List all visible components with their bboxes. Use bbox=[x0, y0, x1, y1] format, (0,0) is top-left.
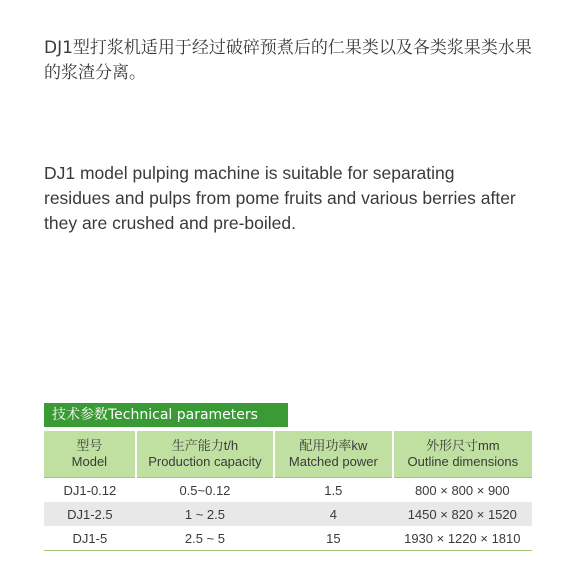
technical-parameters-table bbox=[44, 431, 532, 551]
cell-dimensions: 1450 × 820 × 1520 bbox=[393, 502, 532, 526]
table-header-row bbox=[44, 431, 532, 478]
table-row bbox=[44, 526, 532, 551]
column-header-en: Production capacity bbox=[148, 454, 262, 469]
cell-model: DJ1-2.5 bbox=[44, 502, 136, 526]
column-header-power bbox=[274, 431, 393, 478]
column-header-en: Outline dimensions bbox=[407, 454, 519, 469]
column-header-capacity bbox=[136, 431, 274, 478]
cell-model: DJ1-5 bbox=[44, 526, 136, 551]
description-english: DJ1 model pulping machine is suitable for separating residues and pulps from pome fruits and various berries after they are crushed and pre-boiled. bbox=[44, 163, 516, 233]
cell-power: 4 bbox=[274, 502, 393, 526]
column-header-en: Matched power bbox=[288, 454, 378, 469]
cell-power: 1.5 bbox=[274, 478, 393, 503]
column-header-model bbox=[44, 431, 136, 478]
cell-power: 15 bbox=[274, 526, 393, 551]
column-header-cn: 配用功率kw bbox=[299, 438, 368, 453]
cell-dimensions: 800 × 800 × 900 bbox=[393, 478, 532, 503]
column-header-cn: 生产能力t/h bbox=[171, 438, 239, 453]
column-header-en: Model bbox=[71, 454, 108, 469]
cell-capacity: 2.5 ~ 5 bbox=[136, 526, 274, 551]
technical-parameters-header: 技术参数Technical parameters bbox=[44, 403, 288, 427]
column-header-dimensions bbox=[393, 431, 532, 478]
cell-capacity: 0.5~0.12 bbox=[136, 478, 274, 503]
cell-dimensions: 1930 × 1220 × 1810 bbox=[393, 526, 532, 551]
description-chinese: DJ1型打浆机适用于经过破碎预煮后的仁果类以及各类浆果类水果的浆渣分离。 bbox=[44, 38, 532, 83]
table-row bbox=[44, 502, 532, 526]
column-header-cn: 型号 bbox=[76, 438, 103, 453]
table-row bbox=[44, 478, 532, 503]
cell-model: DJ1-0.12 bbox=[44, 478, 136, 503]
cell-capacity: 1 ~ 2.5 bbox=[136, 502, 274, 526]
column-header-cn: 外形尺寸mm bbox=[425, 438, 500, 453]
